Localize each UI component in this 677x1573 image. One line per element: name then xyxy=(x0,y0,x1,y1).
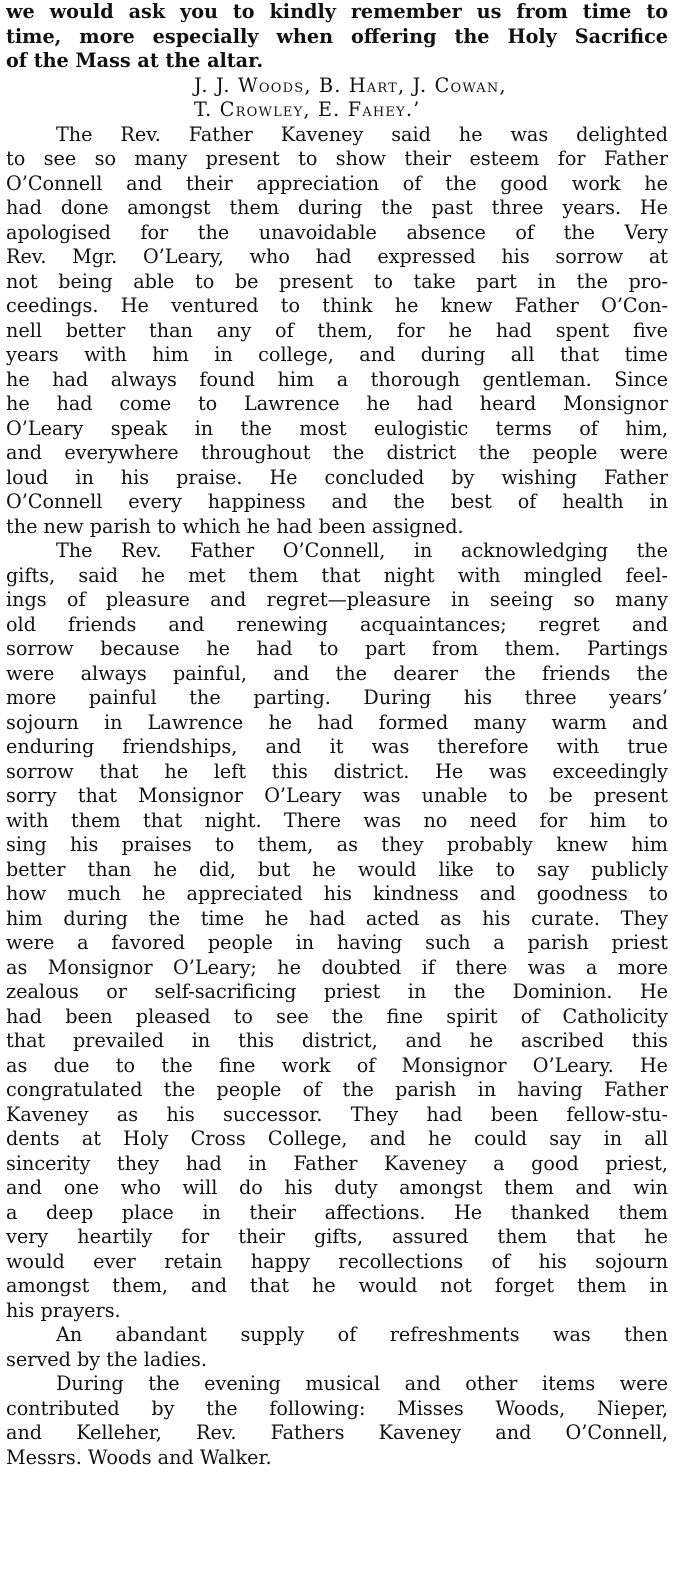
text-line: sorrow because he had to part from them. Partings xyxy=(6,637,668,660)
text-line: dents at Holy Cross College, and he could say in all xyxy=(6,1127,668,1150)
text-line: him during the time he had acted as his curate. They xyxy=(6,906,668,930)
text-line: sing his praises to them, as they probably knew him xyxy=(6,833,668,856)
text-line: Rev. Mgr. O’Leary, who had expressed his sorrow at xyxy=(6,245,668,268)
text-line: with them that night. There was no need for him to xyxy=(6,808,668,832)
text-line: O’Connell every happiness and the best of health in xyxy=(6,490,668,513)
text-line: years with him in college, and during all that time xyxy=(6,343,668,366)
text-line: very heartily for their gifts, assured them that he xyxy=(6,1225,668,1248)
text-line: O’Leary speak in the most eulogistic terms of him, xyxy=(6,416,668,440)
text-line: the new parish to which he had been assigned. xyxy=(6,514,464,538)
text-line: of the Mass at the altar. xyxy=(6,49,264,72)
text-line: contributed by the following: Misses Woods, Nieper, xyxy=(6,1396,668,1420)
text-line: Kaveney as his successor. They had been fellow-stu- xyxy=(6,1102,668,1126)
text-line: ings of pleasure and regret—pleasure in seeing so many xyxy=(6,588,668,611)
text-line: zealous or self-sacrificing priest in the Dominion. He xyxy=(6,980,668,1003)
text-line: enduring friendships, and it was therefore with true xyxy=(6,735,668,758)
text-line: were always painful, and the dearer the friends the xyxy=(6,661,668,685)
text-line: congratulated the people of the parish in having Father xyxy=(6,1078,668,1101)
text-line: to see so many present to show their esteem for Father xyxy=(6,147,668,170)
text-line: sojourn in Lawrence he had formed many warm and xyxy=(6,710,668,734)
signature-line: J. J. Woods, B. Hart, J. Cowan, xyxy=(194,73,507,97)
text-line: were a favored people in having such a parish priest xyxy=(6,931,668,954)
text-line: An abandant supply of refreshments was then xyxy=(56,1323,668,1346)
text-line: Messrs. Woods and Walker. xyxy=(6,1445,272,1469)
text-line: we would ask you to kindly remember us from time to xyxy=(6,0,668,23)
text-line: nell better than any of them, for he had spent five xyxy=(6,318,668,342)
text-line: O’Connell and their appreciation of the good work he xyxy=(6,171,668,195)
text-line: served by the ladies. xyxy=(6,1347,207,1371)
text-line: apologised for the unavoidable absence of the Very xyxy=(6,220,668,244)
text-line: how much he appreciated his kindness and goodness to xyxy=(6,882,668,905)
text-line: that prevailed in this district, and he ascribed this xyxy=(6,1029,668,1052)
text-line: better than he did, but he would like to say publicly xyxy=(6,857,668,881)
text-line: and one who will do his duty amongst them and win xyxy=(6,1176,668,1199)
text-line: would ever retain happy recollections of his sojourn xyxy=(6,1249,668,1273)
text-line: sorry that Monsignor O’Leary was unable to be present xyxy=(6,784,668,807)
text-line: and Kelleher, Rev. Fathers Kaveney and O’Connell, xyxy=(6,1421,668,1444)
text-line: During the evening musical and other items were xyxy=(56,1372,668,1395)
text-line: he had always found him a thorough gentleman. Since xyxy=(6,367,668,391)
text-line: and everywhere throughout the district the people were xyxy=(6,441,668,464)
text-line: sorrow that he left this district. He was exceedingly xyxy=(6,759,668,783)
text-line: he had come to Lawrence he had heard Monsignor xyxy=(6,392,668,415)
text-line: The Rev. Father O’Connell, in acknowledging the xyxy=(56,539,668,562)
text-line: old friends and renewing acquaintances; regret and xyxy=(6,612,668,636)
text-line: more painful the parting. During his three years’ xyxy=(6,686,668,709)
text-line: as due to the fine work of Monsignor O’Leary. He xyxy=(6,1053,668,1077)
signature-line: T. Crowley, E. Fahey.’ xyxy=(194,98,421,121)
text-line: time, more especially when offering the Holy Sacrifice xyxy=(6,24,668,48)
text-line: a deep place in their affections. He thanked them xyxy=(6,1200,668,1224)
text-line: not being able to be present to take part in the pro- xyxy=(6,269,668,293)
text-line: gifts, said he met them that night with mingled feel- xyxy=(6,563,668,587)
text-line: his prayers. xyxy=(6,1298,121,1322)
text-line: had been pleased to see the fine spirit of Catholicity xyxy=(6,1004,668,1028)
text-line: as Monsignor O’Leary; he doubted if there was a more xyxy=(6,955,668,979)
text-line: amongst them, and that he would not forget them in xyxy=(6,1274,668,1297)
text-line: The Rev. Father Kaveney said he was delighted xyxy=(56,122,668,146)
text-line: sincerity they had in Father Kaveney a good priest, xyxy=(6,1151,668,1175)
text-line: had done amongst them during the past three years. He xyxy=(6,196,668,219)
text-line: ceedings. He ventured to think he knew Father O’Con- xyxy=(6,294,668,317)
text-line: loud in his praise. He concluded by wishing Father xyxy=(6,465,668,489)
